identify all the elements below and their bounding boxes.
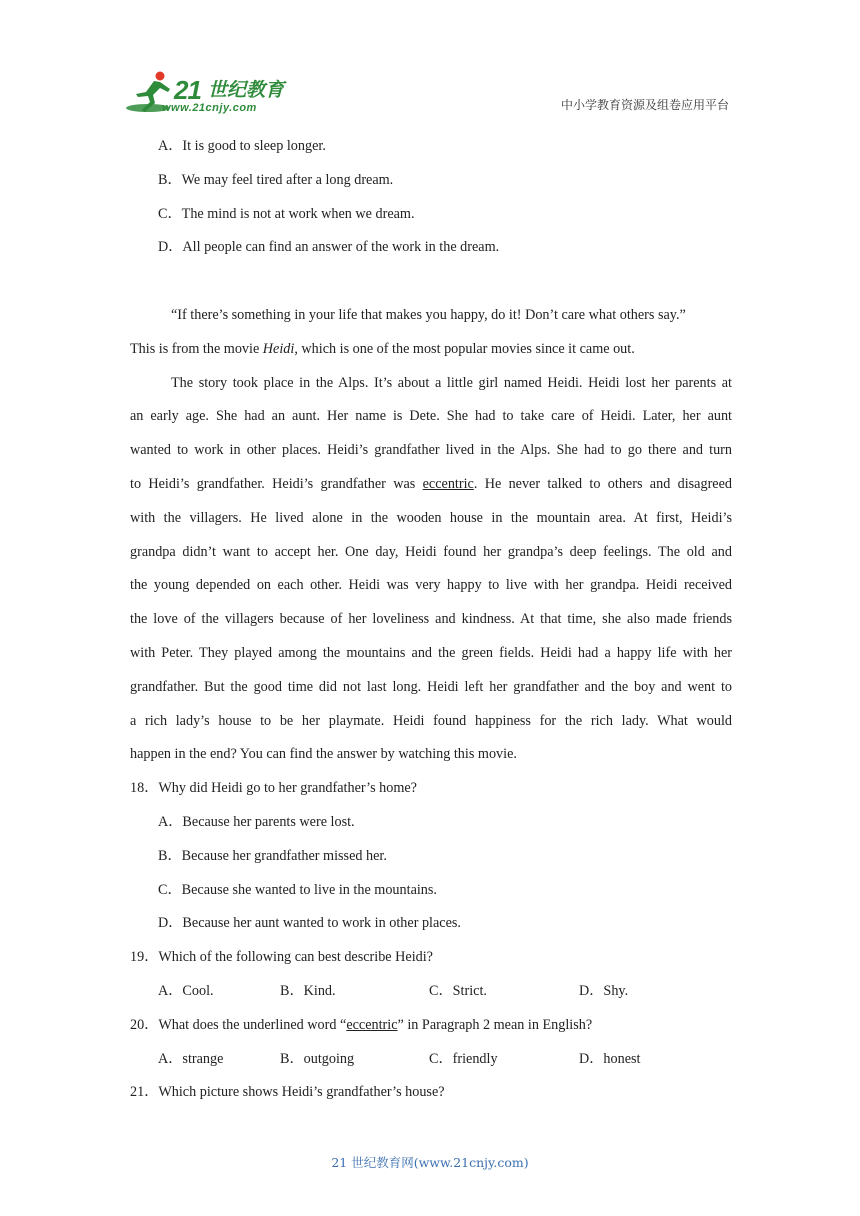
passage-p2-line7: the young depended on each other. Heidi was very happy to live with her grandpa. Heidi received	[130, 577, 732, 594]
q19-options	[130, 975, 732, 1009]
header-tagline: 中小学教育资源及组卷应用平台	[560, 98, 729, 112]
q20-option-c: C．friendly	[429, 1050, 498, 1067]
passage-p2-line4	[130, 468, 732, 502]
passage-p2-line5: with the villagers. He lived alone in the wooden house in the mountain area. At first, Heidi’s	[130, 509, 732, 526]
passage-p2-line11: a rich lady’s house to be her playmate. Heidi found happiness for the rich lady. What would	[130, 712, 732, 729]
passage-p2-line12: happen in the end? You can find the answer by watching this movie.	[130, 746, 517, 763]
q21-stem: 21．Which picture shows Heidi’s grandfather’s house?	[130, 1084, 445, 1101]
movie-title: Heidi	[262, 340, 295, 357]
logo-number: 21	[174, 75, 201, 105]
q19-option-a: A．Cool.	[158, 982, 214, 999]
text-run: to Heidi’s grandfather. Heidi’s grandfather was	[130, 475, 423, 492]
q20-option-a: A．strange	[158, 1050, 224, 1067]
q18-stem: 18．Why did Heidi go to her grandfather’s home?	[130, 780, 417, 797]
document-body	[130, 130, 732, 1110]
q20-options	[130, 1043, 732, 1077]
q18-option-b: B．Because her grandfather missed her.	[158, 847, 387, 864]
underlined-word: eccentric	[346, 1016, 398, 1033]
passage-p2-line1: The story took place in the Alps. It’s about a little girl named Heidi. Heidi lost her parents at	[171, 374, 732, 391]
q17-option-d: D．All people can find an answer of the work in the dream.	[158, 239, 500, 256]
logo-chinese-text: 世纪教育	[208, 79, 285, 101]
page-footer: 21 世纪教育网(www.21cnjy.com)	[331, 1155, 529, 1170]
q17-option-a: A．It is good to sleep longer.	[158, 138, 326, 154]
passage-p2-line9: with Peter. They played among the mountains and the green fields. Heidi had a happy life with her	[130, 644, 732, 661]
q19-stem: 19．Which of the following can best describe Heidi?	[130, 949, 433, 966]
q20-stem	[130, 1009, 732, 1043]
text-run: , which is one of the most popular movies since it came out.	[294, 340, 635, 357]
text-run: . He never talked to others and disagreed	[473, 475, 732, 492]
q18-option-c: C．Because she wanted to live in the mountains.	[158, 881, 437, 898]
text-run: ” in Paragraph 2 mean in English?	[397, 1016, 593, 1033]
q19-option-b: B．Kind.	[280, 982, 336, 999]
passage-p2-line2: an early age. She had an aunt. Her name is Dete. She had to take care of Heidi. Later, her aunt	[130, 408, 732, 425]
q19-option-d: D．Shy.	[579, 982, 629, 999]
underlined-word: eccentric	[422, 475, 474, 492]
q18-option-a: A．Because her parents were lost.	[158, 813, 355, 830]
spacer	[130, 265, 732, 299]
page-header	[0, 0, 860, 120]
q18-option-d: D．Because her aunt wanted to work in other places.	[158, 915, 461, 932]
passage-p2-line10: grandfather. But the good time did not last long. Heidi left her grandfather and the boy and went to	[130, 678, 732, 695]
logo-url: www.21cnjy.com	[162, 102, 257, 114]
q19-option-c: C．Strict.	[429, 982, 487, 999]
brand-logo	[124, 70, 294, 118]
passage-p2-line3: wanted to work in other places. Heidi’s grandfather lived in the Alps. She had to go there and turn	[130, 442, 732, 459]
text-run: This is from the movie	[130, 340, 263, 357]
q20-option-d: D．honest	[579, 1050, 641, 1067]
q17-option-b: B．We may feel tired after a long dream.	[158, 171, 394, 188]
passage-p2-line6: grandpa didn’t want to accept her. One day, Heidi found her grandpa’s deep feelings. The old and	[130, 543, 732, 560]
q20-option-b: B．outgoing	[280, 1050, 355, 1067]
passage-p1-line2	[130, 333, 732, 367]
q17-option-c: C．The mind is not at work when we dream.	[158, 205, 415, 222]
passage-p1-line1: “If there’s something in your life that makes you happy, do it! Don’t care what others say.”	[171, 306, 686, 323]
text-run: 20．What does the underlined word “	[130, 1016, 347, 1033]
passage-p2-line8: the love of the villagers because of her loveliness and kindness. At that time, she also made friends	[130, 611, 732, 628]
